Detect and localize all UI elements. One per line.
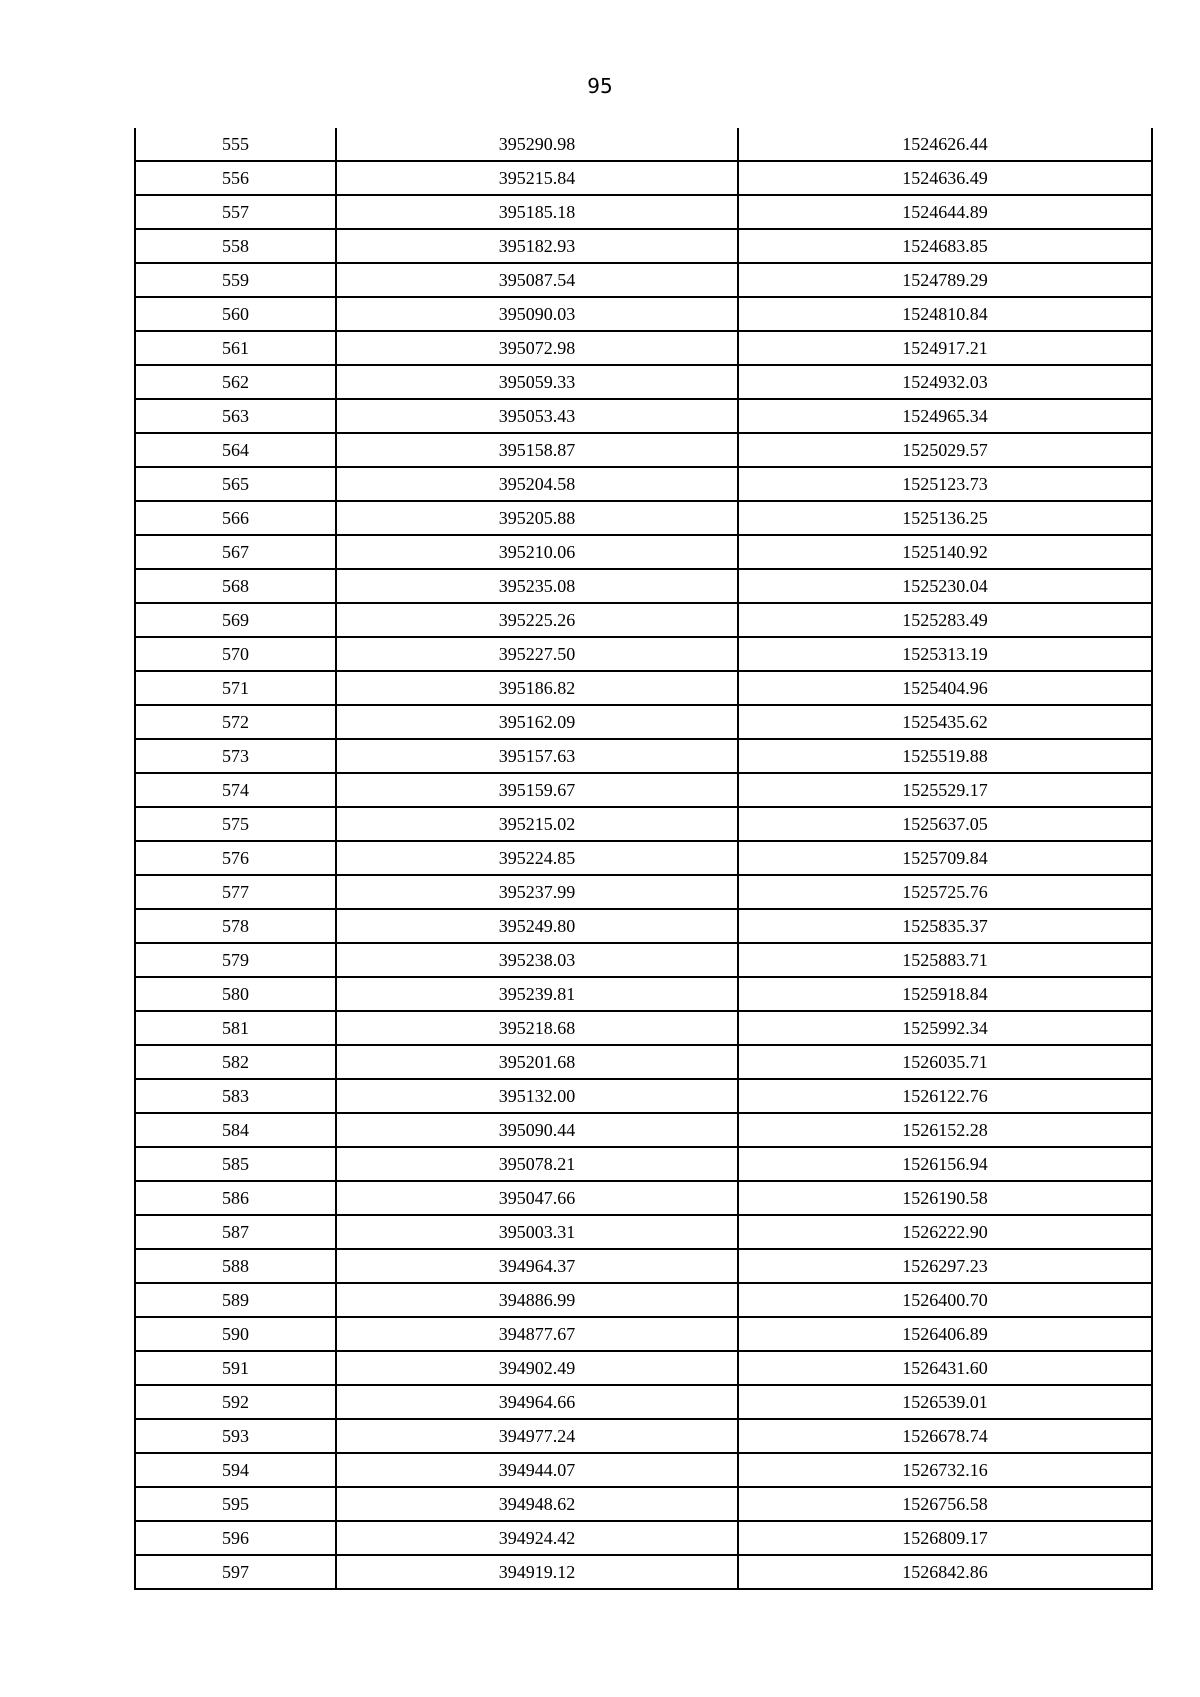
y-coordinate-cell: 1525519.88 [738, 739, 1152, 773]
point-number-cell: 591 [135, 1351, 336, 1385]
x-coordinate-cell: 395003.31 [336, 1215, 738, 1249]
point-number-cell: 561 [135, 331, 336, 365]
y-coordinate-cell: 1526190.58 [738, 1181, 1152, 1215]
y-coordinate-cell: 1526400.70 [738, 1283, 1152, 1317]
x-coordinate-cell: 395227.50 [336, 637, 738, 671]
y-coordinate-cell: 1526678.74 [738, 1419, 1152, 1453]
x-coordinate-cell: 395059.33 [336, 365, 738, 399]
y-coordinate-cell: 1524626.44 [738, 128, 1152, 161]
point-number-cell: 564 [135, 433, 336, 467]
table-row [135, 1283, 1152, 1317]
table-row [135, 128, 1152, 161]
table-row [135, 297, 1152, 331]
y-coordinate-cell: 1524789.29 [738, 263, 1152, 297]
point-number-cell: 595 [135, 1487, 336, 1521]
table-row [135, 161, 1152, 195]
point-number-cell: 592 [135, 1385, 336, 1419]
table-row [135, 1011, 1152, 1045]
point-number-cell: 588 [135, 1249, 336, 1283]
point-number-cell: 566 [135, 501, 336, 535]
table-row [135, 1147, 1152, 1181]
x-coordinate-cell: 395249.80 [336, 909, 738, 943]
table-row [135, 875, 1152, 909]
point-number-cell: 574 [135, 773, 336, 807]
point-number-cell: 572 [135, 705, 336, 739]
x-coordinate-cell: 395158.87 [336, 433, 738, 467]
point-number-cell: 571 [135, 671, 336, 705]
table-row [135, 603, 1152, 637]
table-row [135, 1045, 1152, 1079]
y-coordinate-cell: 1525283.49 [738, 603, 1152, 637]
y-coordinate-cell: 1525230.04 [738, 569, 1152, 603]
table-row [135, 433, 1152, 467]
table-row [135, 807, 1152, 841]
table-row [135, 1113, 1152, 1147]
point-number-cell: 560 [135, 297, 336, 331]
x-coordinate-cell: 395132.00 [336, 1079, 738, 1113]
x-coordinate-cell: 395090.03 [336, 297, 738, 331]
x-coordinate-cell: 395224.85 [336, 841, 738, 875]
y-coordinate-cell: 1526756.58 [738, 1487, 1152, 1521]
table-row [135, 637, 1152, 671]
point-number-cell: 567 [135, 535, 336, 569]
table-row [135, 909, 1152, 943]
point-number-cell: 555 [135, 128, 336, 161]
table-row [135, 535, 1152, 569]
point-number-cell: 575 [135, 807, 336, 841]
point-number-cell: 565 [135, 467, 336, 501]
table-row [135, 841, 1152, 875]
x-coordinate-cell: 395204.58 [336, 467, 738, 501]
y-coordinate-cell: 1525918.84 [738, 977, 1152, 1011]
x-coordinate-cell: 395218.68 [336, 1011, 738, 1045]
x-coordinate-cell: 394902.49 [336, 1351, 738, 1385]
page-number: 95 [587, 74, 613, 98]
y-coordinate-cell: 1525123.73 [738, 467, 1152, 501]
point-number-cell: 580 [135, 977, 336, 1011]
point-number-cell: 563 [135, 399, 336, 433]
point-number-cell: 594 [135, 1453, 336, 1487]
table-row [135, 1317, 1152, 1351]
table-row [135, 739, 1152, 773]
point-number-cell: 583 [135, 1079, 336, 1113]
point-number-cell: 558 [135, 229, 336, 263]
table-row [135, 1419, 1152, 1453]
y-coordinate-cell: 1524683.85 [738, 229, 1152, 263]
point-number-cell: 557 [135, 195, 336, 229]
table-row [135, 569, 1152, 603]
point-number-cell: 568 [135, 569, 336, 603]
table-body [135, 128, 1152, 1589]
y-coordinate-cell: 1525637.05 [738, 807, 1152, 841]
y-coordinate-cell: 1525529.17 [738, 773, 1152, 807]
x-coordinate-cell: 395235.08 [336, 569, 738, 603]
x-coordinate-cell: 395159.67 [336, 773, 738, 807]
y-coordinate-cell: 1526539.01 [738, 1385, 1152, 1419]
x-coordinate-cell: 394877.67 [336, 1317, 738, 1351]
y-coordinate-cell: 1525136.25 [738, 501, 1152, 535]
table-row [135, 671, 1152, 705]
point-number-cell: 577 [135, 875, 336, 909]
y-coordinate-cell: 1524636.49 [738, 161, 1152, 195]
y-coordinate-cell: 1524810.84 [738, 297, 1152, 331]
y-coordinate-cell: 1524917.21 [738, 331, 1152, 365]
x-coordinate-cell: 395072.98 [336, 331, 738, 365]
point-number-cell: 559 [135, 263, 336, 297]
x-coordinate-cell: 395290.98 [336, 128, 738, 161]
x-coordinate-cell: 395239.81 [336, 977, 738, 1011]
x-coordinate-cell: 394919.12 [336, 1555, 738, 1589]
x-coordinate-cell: 395238.03 [336, 943, 738, 977]
y-coordinate-cell: 1526431.60 [738, 1351, 1152, 1385]
x-coordinate-cell: 395090.44 [336, 1113, 738, 1147]
table-row [135, 1351, 1152, 1385]
table-row [135, 1385, 1152, 1419]
y-coordinate-cell: 1526035.71 [738, 1045, 1152, 1079]
point-number-cell: 576 [135, 841, 336, 875]
table-row [135, 943, 1152, 977]
point-number-cell: 582 [135, 1045, 336, 1079]
y-coordinate-cell: 1526156.94 [738, 1147, 1152, 1181]
y-coordinate-cell: 1525883.71 [738, 943, 1152, 977]
x-coordinate-cell: 394964.37 [336, 1249, 738, 1283]
point-number-cell: 570 [135, 637, 336, 671]
y-coordinate-cell: 1526122.76 [738, 1079, 1152, 1113]
x-coordinate-cell: 395237.99 [336, 875, 738, 909]
y-coordinate-cell: 1524644.89 [738, 195, 1152, 229]
point-number-cell: 590 [135, 1317, 336, 1351]
table-row [135, 501, 1152, 535]
table-row [135, 195, 1152, 229]
y-coordinate-cell: 1526842.86 [738, 1555, 1152, 1589]
table-row [135, 1453, 1152, 1487]
x-coordinate-cell: 394944.07 [336, 1453, 738, 1487]
y-coordinate-cell: 1525404.96 [738, 671, 1152, 705]
point-number-cell: 584 [135, 1113, 336, 1147]
table-row [135, 1555, 1152, 1589]
y-coordinate-cell: 1526222.90 [738, 1215, 1152, 1249]
y-coordinate-cell: 1525709.84 [738, 841, 1152, 875]
x-coordinate-cell: 394948.62 [336, 1487, 738, 1521]
x-coordinate-cell: 394964.66 [336, 1385, 738, 1419]
table-row [135, 705, 1152, 739]
x-coordinate-cell: 395162.09 [336, 705, 738, 739]
point-number-cell: 578 [135, 909, 336, 943]
point-number-cell: 587 [135, 1215, 336, 1249]
y-coordinate-cell: 1525140.92 [738, 535, 1152, 569]
table-row [135, 365, 1152, 399]
x-coordinate-cell: 395225.26 [336, 603, 738, 637]
y-coordinate-cell: 1525313.19 [738, 637, 1152, 671]
table-row [135, 1181, 1152, 1215]
table-row [135, 1487, 1152, 1521]
x-coordinate-cell: 395182.93 [336, 229, 738, 263]
table-row [135, 263, 1152, 297]
table-row [135, 1249, 1152, 1283]
table-row [135, 467, 1152, 501]
y-coordinate-cell: 1525029.57 [738, 433, 1152, 467]
table-row [135, 977, 1152, 1011]
x-coordinate-cell: 395047.66 [336, 1181, 738, 1215]
y-coordinate-cell: 1525835.37 [738, 909, 1152, 943]
x-coordinate-cell: 395186.82 [336, 671, 738, 705]
x-coordinate-cell: 395053.43 [336, 399, 738, 433]
table-row [135, 773, 1152, 807]
y-coordinate-cell: 1525435.62 [738, 705, 1152, 739]
table-row [135, 399, 1152, 433]
point-number-cell: 596 [135, 1521, 336, 1555]
x-coordinate-cell: 394977.24 [336, 1419, 738, 1453]
x-coordinate-cell: 395205.88 [336, 501, 738, 535]
table-row [135, 331, 1152, 365]
point-number-cell: 556 [135, 161, 336, 195]
y-coordinate-cell: 1526732.16 [738, 1453, 1152, 1487]
point-number-cell: 585 [135, 1147, 336, 1181]
y-coordinate-cell: 1526152.28 [738, 1113, 1152, 1147]
point-number-cell: 593 [135, 1419, 336, 1453]
y-coordinate-cell: 1526406.89 [738, 1317, 1152, 1351]
table-row [135, 1215, 1152, 1249]
point-number-cell: 579 [135, 943, 336, 977]
x-coordinate-cell: 395210.06 [336, 535, 738, 569]
y-coordinate-cell: 1525992.34 [738, 1011, 1152, 1045]
y-coordinate-cell: 1524932.03 [738, 365, 1152, 399]
y-coordinate-cell: 1526297.23 [738, 1249, 1152, 1283]
x-coordinate-cell: 394924.42 [336, 1521, 738, 1555]
coordinates-table [134, 128, 1153, 1590]
point-number-cell: 562 [135, 365, 336, 399]
x-coordinate-cell: 395185.18 [336, 195, 738, 229]
x-coordinate-cell: 395215.84 [336, 161, 738, 195]
x-coordinate-cell: 395087.54 [336, 263, 738, 297]
table-row [135, 1079, 1152, 1113]
point-number-cell: 589 [135, 1283, 336, 1317]
point-number-cell: 569 [135, 603, 336, 637]
point-number-cell: 581 [135, 1011, 336, 1045]
x-coordinate-cell: 395078.21 [336, 1147, 738, 1181]
y-coordinate-cell: 1525725.76 [738, 875, 1152, 909]
table-row [135, 229, 1152, 263]
y-coordinate-cell: 1524965.34 [738, 399, 1152, 433]
point-number-cell: 586 [135, 1181, 336, 1215]
x-coordinate-cell: 395215.02 [336, 807, 738, 841]
point-number-cell: 573 [135, 739, 336, 773]
x-coordinate-cell: 394886.99 [336, 1283, 738, 1317]
y-coordinate-cell: 1526809.17 [738, 1521, 1152, 1555]
x-coordinate-cell: 395157.63 [336, 739, 738, 773]
table-row [135, 1521, 1152, 1555]
point-number-cell: 597 [135, 1555, 336, 1589]
x-coordinate-cell: 395201.68 [336, 1045, 738, 1079]
